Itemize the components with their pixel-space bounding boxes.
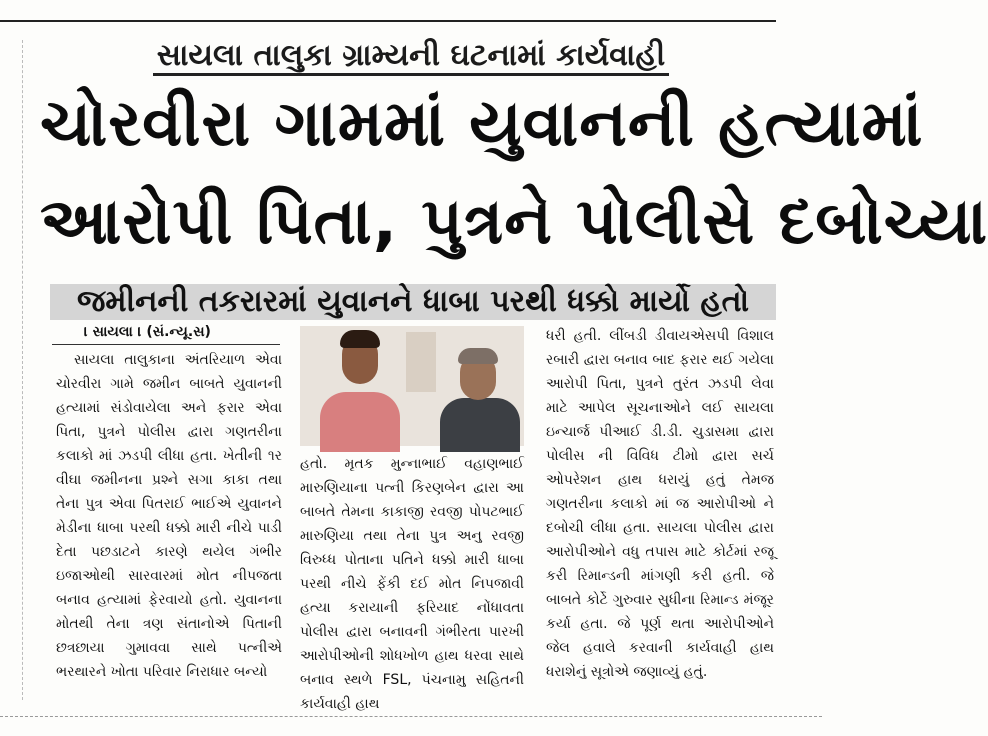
article-column-2 (300, 452, 524, 716)
photo-person-right-hair (458, 348, 498, 364)
column-1-text: સાયલા તાલુકાના અંતરિયાળ એવા ચોરવીરા ગામે જમીન બાબતે યુવાનની હત્યામાં સંડોવાયેલા અને ફરાર એવા પિતા, પુત્રને પોલીસ દ્વારા ગણતરીના કલાકો માં ઝડપી લીધા હતા. ખેતીની ૧ર વીઘા જમીનના પ્રશ્ને સગા કાકા તથા તેના પુત્ર એવા પિતરાઈ ભાઈએ યુવાનને મેડીના ધાબા પરથી ધક્કો મારી નીચે પાડી દેતા પછડાટને કારણે થયેલ ગંભીર ઇજાઓથી સારવારમાં મોત નીપજતા બનાવ હત્યામાં ફેરવાયો હતો. યુવાનના મોતથી તેના ત્રણ સંતાનોએ પિતાની છત્રછાયા ગુમાવવા સાથે પત્નીએ ભરથારને ખોતા પરિવાર નિરાધાર બન્યો (56, 352, 282, 680)
subheadline: જમીનની તકરારમાં યુવાનને ધાબા પરથી ધક્કો માર્યો હતો (50, 284, 776, 320)
column-3-text: ધરી હતી. લીંબડી ડીવાયએસપી વિશાલ રબારી દ્વારા બનાવ બાદ ફરાર થઈ ગયેલા આરોપી પિતા, પુત્રને તુરંત ઝડપી લેવા માટે આપેલ સૂચનાઓને લઈ સાયલા ઇન્ચાર્જ પીઆઈ ડી.ડી. ચુડાસમા દ્વારા પોલીસ ની વિવિધ ટીમો દ્વારા સર્ચ ઓપરેશન હાથ ધરાયું હતું તેમજ ગણતરીના કલાકો માં જ આરોપીઓ ને દબોચી લીધા હતા. સાયલા પોલીસ દ્વારા આરોપીઓને વધુ તપાસ માટે કોર્ટમાં રજૂ કરી રિમાન્ડની માંગણી કરી હતી. જે બાબતે કોર્ટે ગુરુવાર સુધીના રિમાન્ડ મંજૂર કર્યા હતા. જે પૂર્ણ થતા આરોપીઓને જેલ હવાલે કરવાની કાર્યવાહી હાથ ધરાશેનું સૂત્રોએ જણાવ્યું હતું. (546, 328, 774, 680)
top-rule (0, 20, 776, 22)
article-column-3 (546, 324, 774, 684)
dateline-rule (52, 344, 280, 345)
photo-person-left-hair (340, 330, 380, 348)
bottom-rule (0, 716, 822, 717)
kicker-heading: સાયલા તાલુકા ગ્રામ્યની ઘટનામાં કાર્યવાહી (0, 38, 822, 73)
photo-background (406, 332, 436, 392)
photo-person-left (320, 392, 400, 452)
headline-line-1: ચોરવીરા ગામમાં યુવાનની હત્યામાં (40, 87, 924, 161)
column-2-text: હતો. મૃતક મુન્નાભાઈ વહાણભાઈ મારુણિયાના પત્ની કિરણબેન દ્વારા આ બાબતે તેમના કાકાજી રવજી પોપટભાઈ મારુણિયા તથા તેના પુત્ર અનુ રવજી વિરુધ્ધ પોતાના પતિને ધક્કો મારી ધાબા પરથી નીચે ફેંકી દઈ મોત નિપજાવી હત્યા કરાયાની ફરિયાદ નોંધાવતા પોલીસ દ્વારા બનાવની ગંભીરતા પારખી આરોપીઓની શોધખોળ હાથ ધરવા સાથે બનાવ સ્થળે FSL, પંચનામુ સહિતની કાર્યવાહી હાથ (300, 456, 524, 712)
photo-person-right (440, 398, 520, 452)
dateline: । સાયલા । (સં.ન્યૂ.સ) (84, 324, 211, 340)
accused-photo (300, 326, 524, 446)
article-column-1 (56, 348, 282, 684)
left-column-edge (22, 40, 23, 700)
headline-line-2: આરોપી પિતા, પુત્રને પોલીસે દબોચ્યા (40, 185, 988, 259)
